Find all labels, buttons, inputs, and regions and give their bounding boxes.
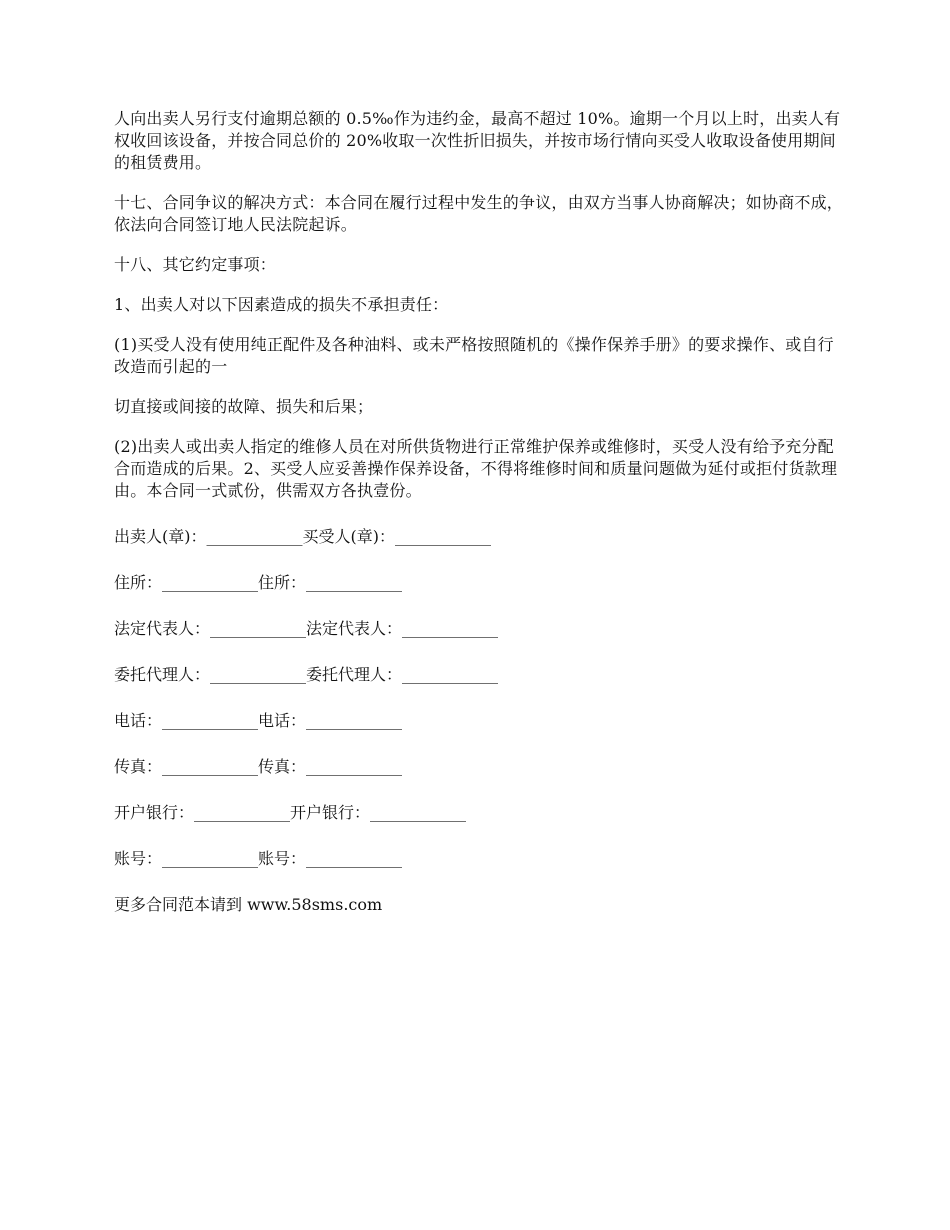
signature-line-account: 账号：____________账号：____________	[114, 849, 403, 868]
signature-line-agent: 委托代理人：____________委托代理人：____________	[114, 665, 499, 684]
paragraph-exemption-item-1-cont: 切直接或间接的故障、损失和后果；	[114, 397, 374, 416]
paragraph-penalty: 人向出卖人另行支付逾期总额的 0.5‰作为违约金，最高不超过 10%。逾期一个月以上时，出卖人有权收回该设备，并按合同总价的 20%收取一次性折旧损失，并按市场行情向买受人收取设备使用期间的租赁费用。	[114, 109, 841, 172]
paragraph-exemption-item-2: (2)出卖人或出卖人指定的维修人员在对所供货物进行正常维护保养或维修时，买受人没有给予充分配合而造成的后果。2、买受人应妥善操作保养设备，不得将维修时间和质量问题做为延付或拒付货款理由。本合同一式贰份，供需双方各执壹份。	[114, 437, 838, 500]
signature-line-fax: 传真：____________传真：____________	[114, 757, 403, 776]
document-page	[114, 108, 844, 916]
signature-line-bank: 开户银行：____________开户银行：____________	[114, 803, 467, 822]
signature-line-seal: 出卖人(章)：____________买受人(章)：____________	[114, 527, 491, 546]
paragraph-seller-exemption: 1、出卖人对以下因素造成的损失不承担责任：	[114, 295, 449, 314]
signature-block	[114, 526, 844, 870]
footer-link-text: 更多合同范本请到 www.58sms.com	[114, 895, 383, 914]
signature-line-address: 住所：____________住所：____________	[114, 573, 403, 592]
paragraph-dispute-resolution: 十七、合同争议的解决方式：本合同在履行过程中发生的争议，由双方当事人协商解决；如协商不成，依法向合同签订地人民法院起诉。	[114, 193, 844, 234]
signature-line-legal-rep: 法定代表人：____________法定代表人：____________	[114, 619, 499, 638]
paragraph-other-terms-heading: 十八、其它约定事项：	[114, 255, 277, 274]
signature-line-phone: 电话：____________电话：____________	[114, 711, 403, 730]
paragraph-exemption-item-1: (1)买受人没有使用纯正配件及各种油料、或未严格按照随机的《操作保养手册》的要求操作、或自行改造而引起的一	[114, 335, 834, 376]
